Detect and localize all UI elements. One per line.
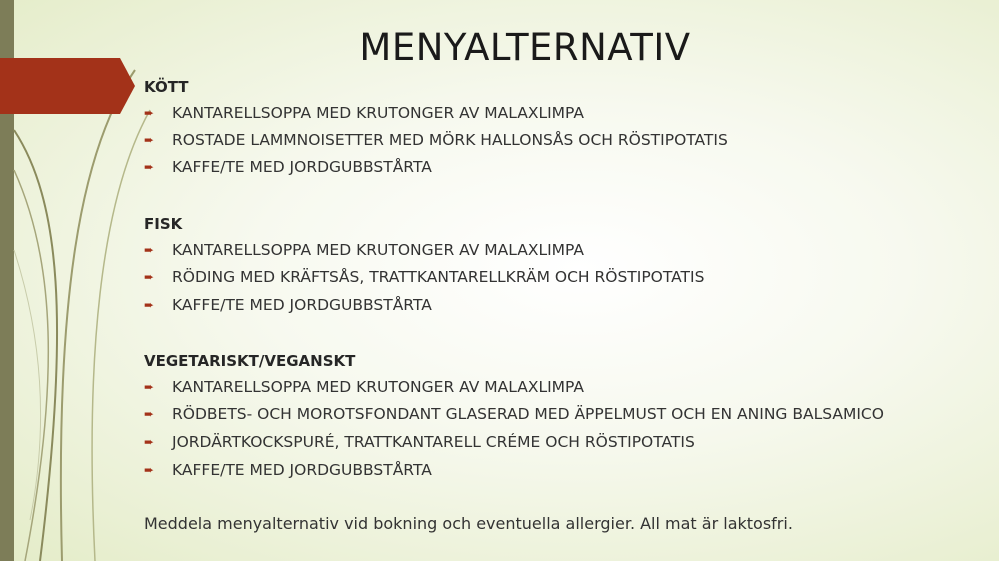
accent-arrow-tab [0,0,140,561]
menu-item [144,268,704,286]
section-heading: VEGETARISKT/VEGANSKT [144,352,356,370]
arrow-right-icon: ➨ [144,435,155,449]
footer-note: Meddela menyalternativ vid bokning och eventuella allergier. All mat är laktosfri. [144,514,793,533]
menu-item-text: KANTARELLSOPPA MED KRUTONGER AV MALAXLIMPA [172,104,585,122]
arrow-right-icon: ➨ [144,270,155,284]
menu-item [144,461,432,479]
menu-item-text: KAFFE/TE MED JORDGUBBSTÅRTA [172,296,432,314]
menu-item [144,158,432,176]
arrow-right-icon: ➨ [144,106,155,120]
section-heading: KÖTT [144,78,189,96]
menu-item-text: KAFFE/TE MED JORDGUBBSTÅRTA [172,158,432,176]
menu-item-text: KAFFE/TE MED JORDGUBBSTÅRTA [172,461,432,479]
menu-item-text: JORDÄRTKOCKSPURÉ, TRATTKANTARELL CRÉME OCH RÖSTIPOTATIS [172,433,695,451]
menu-item [144,241,584,259]
menu-item [144,104,584,122]
menu-item-text: RÖDING MED KRÄFTSÅS, TRATTKANTARELLKRÄM OCH RÖSTIPOTATIS [172,268,705,286]
arrow-right-icon: ➨ [144,380,155,394]
arrow-right-icon: ➨ [144,160,155,174]
arrow-right-icon: ➨ [144,463,155,477]
arrow-right-icon: ➨ [144,298,155,312]
menu-item [144,405,884,423]
slide-title: MENYALTERNATIV [359,26,691,69]
menu-item-text: KANTARELLSOPPA MED KRUTONGER AV MALAXLIMPA [172,378,585,396]
menu-item-text: KANTARELLSOPPA MED KRUTONGER AV MALAXLIMPA [172,241,585,259]
arrow-right-icon: ➨ [144,133,155,147]
arrow-right-icon: ➨ [144,243,155,257]
arrow-right-icon: ➨ [144,407,155,421]
menu-item [144,296,432,314]
menu-item [144,131,728,149]
menu-item [144,378,584,396]
menu-item-text: ROSTADE LAMMNOISETTER MED MÖRK HALLONSÅS OCH RÖSTIPOTATIS [172,131,728,149]
section-heading: FISK [144,215,183,233]
menu-item-text: RÖDBETS- OCH MOROTSFONDANT GLASERAD MED ÄPPELMUST OCH EN ANING BALSAMICO [172,405,884,423]
menu-item [144,433,695,451]
